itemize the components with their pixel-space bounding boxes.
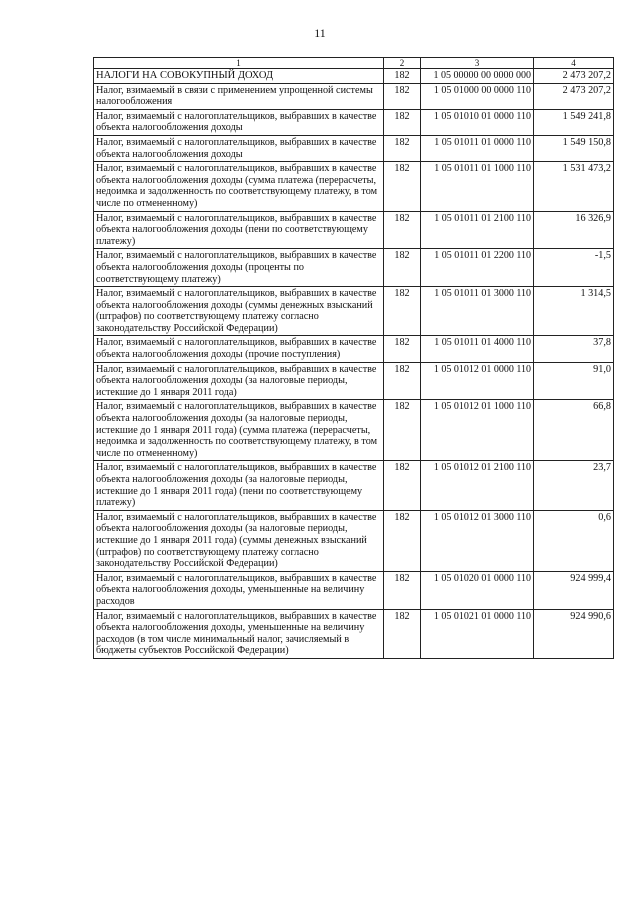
row-name-cell: Налог, взимаемый с налогоплательщиков, выбравших в качестве объекта налогообложения доходы, уменьшенные на величину расходов xyxy=(94,571,384,609)
row-admin-code-cell: 182 xyxy=(384,362,421,400)
table-row xyxy=(94,400,614,461)
table-row xyxy=(94,135,614,161)
row-amount-cell: -1,5 xyxy=(534,249,614,287)
row-amount-cell: 2 473 207,2 xyxy=(534,69,614,84)
table-row xyxy=(94,109,614,135)
row-amount-cell: 16 326,9 xyxy=(534,211,614,249)
table-row xyxy=(94,162,614,211)
row-budget-code-cell: 1 05 01012 01 1000 110 xyxy=(421,400,534,461)
table-row xyxy=(94,510,614,571)
row-admin-code-cell: 182 xyxy=(384,510,421,571)
row-amount-cell: 23,7 xyxy=(534,461,614,510)
row-admin-code-cell: 182 xyxy=(384,135,421,161)
row-name-cell: Налог, взимаемый с налогоплательщиков, выбравших в качестве объекта налогообложения доходы (суммы денежных взысканий (штрафов) по соответствующему платежу согласно законодательству Российской Федерации) xyxy=(94,287,384,336)
row-name-cell: Налог, взимаемый с налогоплательщиков, выбравших в качестве объекта налогообложения доходы (пени по соответствующему платежу) xyxy=(94,211,384,249)
row-name-cell: Налог, взимаемый с налогоплательщиков, выбравших в качестве объекта налогообложения доходы xyxy=(94,135,384,161)
row-name-cell: Налог, взимаемый с налогоплательщиков, выбравших в качестве объекта налогообложения доходы xyxy=(94,109,384,135)
row-name-cell: Налог, взимаемый с налогоплательщиков, выбравших в качестве объекта налогообложения доходы (за налоговые периоды, истекшие до 1 января 2011 года) (пени по соответствующему платежу) xyxy=(94,461,384,510)
row-budget-code-cell: 1 05 01020 01 0000 110 xyxy=(421,571,534,609)
row-name-cell: Налог, взимаемый с налогоплательщиков, выбравших в качестве объекта налогообложения доходы (прочие поступления) xyxy=(94,336,384,362)
header-col-3: 3 xyxy=(421,58,534,69)
row-budget-code-cell: 1 05 01011 01 4000 110 xyxy=(421,336,534,362)
row-budget-code-cell: 1 05 01011 01 2200 110 xyxy=(421,249,534,287)
row-budget-code-cell: 1 05 01010 01 0000 110 xyxy=(421,109,534,135)
row-admin-code-cell: 182 xyxy=(384,83,421,109)
row-budget-code-cell: 1 05 00000 00 0000 000 xyxy=(421,69,534,84)
row-admin-code-cell: 182 xyxy=(384,69,421,84)
table-body xyxy=(94,69,614,659)
row-budget-code-cell: 1 05 01012 01 3000 110 xyxy=(421,510,534,571)
header-col-4: 4 xyxy=(534,58,614,69)
row-name-cell: Налог, взимаемый с налогоплательщиков, выбравших в качестве объекта налогообложения доходы, уменьшенные на величину расходов (в том числе минимальный налог, зачисляемый в бюджеты субъектов Российской Федерации) xyxy=(94,609,384,658)
row-admin-code-cell: 182 xyxy=(384,336,421,362)
table-row xyxy=(94,461,614,510)
table-row xyxy=(94,336,614,362)
header-col-1: 1 xyxy=(94,58,384,69)
row-admin-code-cell: 182 xyxy=(384,571,421,609)
row-admin-code-cell: 182 xyxy=(384,287,421,336)
table-row xyxy=(94,609,614,658)
table-row xyxy=(94,211,614,249)
row-amount-cell: 1 549 241,8 xyxy=(534,109,614,135)
table-row xyxy=(94,249,614,287)
row-amount-cell: 0,6 xyxy=(534,510,614,571)
row-budget-code-cell: 1 05 01011 01 0000 110 xyxy=(421,135,534,161)
table-row xyxy=(94,287,614,336)
row-name-cell: Налог, взимаемый с налогоплательщиков, выбравших в качестве объекта налогообложения доходы (сумма платежа (перерасчеты, недоимка и задолженность по соответствующему платежу, в том числе по отмененному) xyxy=(94,162,384,211)
row-budget-code-cell: 1 05 01012 01 0000 110 xyxy=(421,362,534,400)
table-row xyxy=(94,83,614,109)
row-name-cell: Налог, взимаемый с налогоплательщиков, выбравших в качестве объекта налогообложения доходы (за налоговые периоды, истекшие до 1 января 2011 года) xyxy=(94,362,384,400)
row-admin-code-cell: 182 xyxy=(384,461,421,510)
page-number: 11 xyxy=(314,26,326,40)
row-budget-code-cell: 1 05 01021 01 0000 110 xyxy=(421,609,534,658)
row-amount-cell: 924 990,6 xyxy=(534,609,614,658)
row-budget-code-cell: 1 05 01011 01 3000 110 xyxy=(421,287,534,336)
row-budget-code-cell: 1 05 01000 00 0000 110 xyxy=(421,83,534,109)
row-admin-code-cell: 182 xyxy=(384,162,421,211)
row-amount-cell: 1 314,5 xyxy=(534,287,614,336)
row-amount-cell: 37,8 xyxy=(534,336,614,362)
row-amount-cell: 66,8 xyxy=(534,400,614,461)
row-name-cell: Налог, взимаемый с налогоплательщиков, выбравших в качестве объекта налогообложения доходы (проценты по соответствующему платежу) xyxy=(94,249,384,287)
row-admin-code-cell: 182 xyxy=(384,211,421,249)
table-row xyxy=(94,362,614,400)
row-amount-cell: 91,0 xyxy=(534,362,614,400)
row-name-cell: Налог, взимаемый в связи с применением упрощенной системы налогообложения xyxy=(94,83,384,109)
row-amount-cell: 924 999,4 xyxy=(534,571,614,609)
row-amount-cell: 1 549 150,8 xyxy=(534,135,614,161)
row-admin-code-cell: 182 xyxy=(384,109,421,135)
row-name-cell: Налог, взимаемый с налогоплательщиков, выбравших в качестве объекта налогообложения доходы (за налоговые периоды, истекшие до 1 января 2011 года) (суммы денежных взысканий (штрафов) по соответствующему платежу согласно законодательству Российской Федерации) xyxy=(94,510,384,571)
row-admin-code-cell: 182 xyxy=(384,249,421,287)
row-admin-code-cell: 182 xyxy=(384,609,421,658)
row-admin-code-cell: 182 xyxy=(384,400,421,461)
header-col-2: 2 xyxy=(384,58,421,69)
table-row xyxy=(94,571,614,609)
row-budget-code-cell: 1 05 01011 01 1000 110 xyxy=(421,162,534,211)
row-budget-code-cell: 1 05 01011 01 2100 110 xyxy=(421,211,534,249)
row-name-cell: Налог, взимаемый с налогоплательщиков, выбравших в качестве объекта налогообложения доходы (за налоговые периоды, истекшие до 1 января 2011 года) (сумма платежа (перерасчеты, недоимка и задолженность по соответствующему платежу, в том числе по отмененному) xyxy=(94,400,384,461)
row-amount-cell: 2 473 207,2 xyxy=(534,83,614,109)
row-budget-code-cell: 1 05 01012 01 2100 110 xyxy=(421,461,534,510)
revenue-table xyxy=(93,57,614,659)
table-header-row xyxy=(94,58,614,69)
row-name-cell: НАЛОГИ НА СОВОКУПНЫЙ ДОХОД xyxy=(94,69,384,84)
table-row xyxy=(94,69,614,84)
row-amount-cell: 1 531 473,2 xyxy=(534,162,614,211)
